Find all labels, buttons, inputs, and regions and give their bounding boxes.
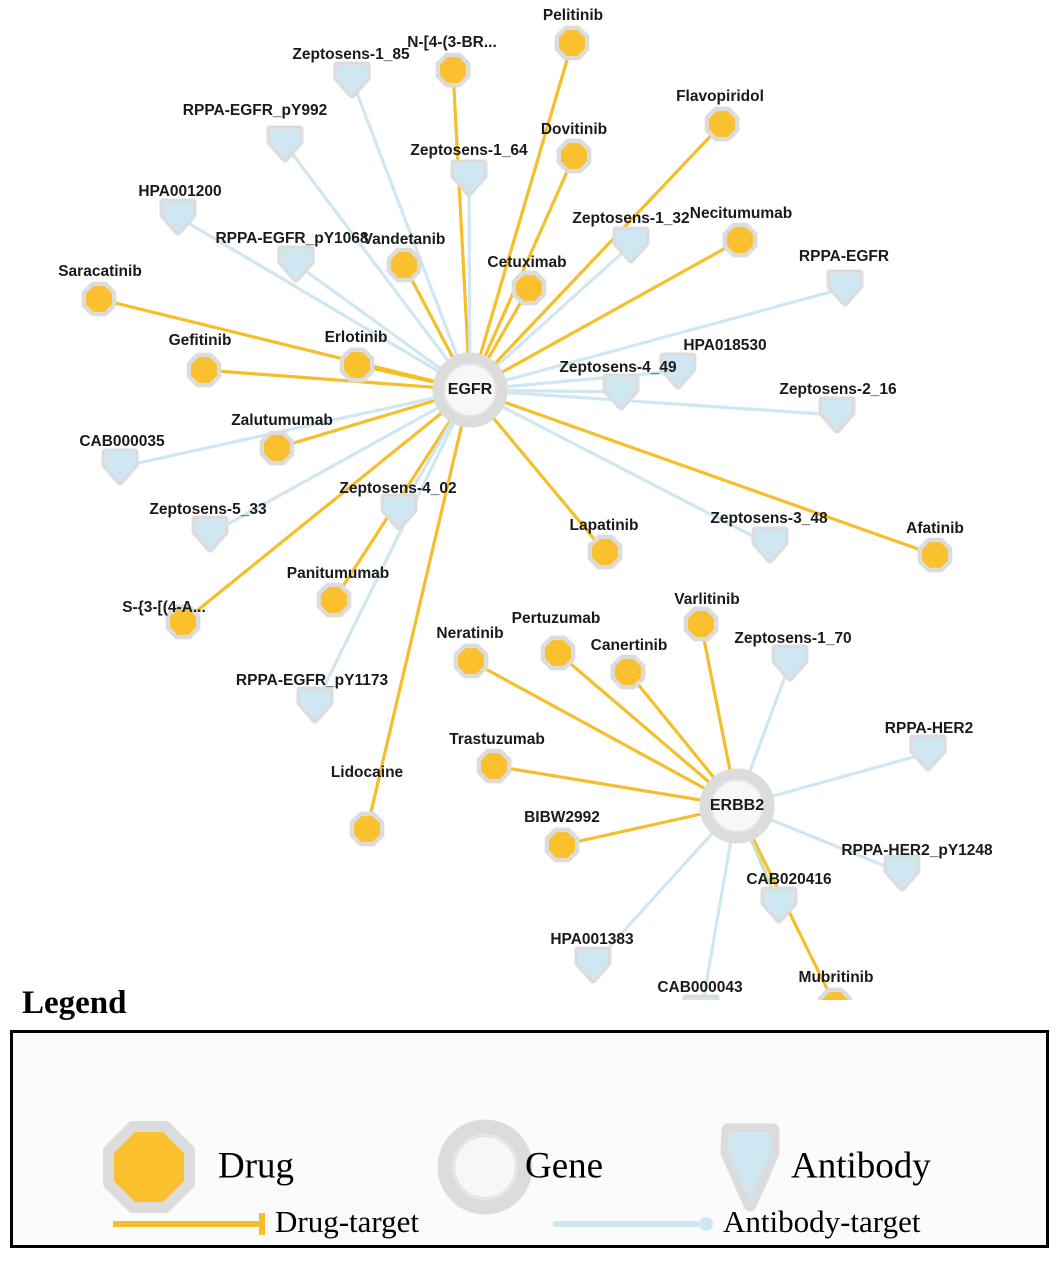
drug-node[interactable]	[440, 57, 466, 83]
antibody-node-label: Zeptosens-1_32	[572, 210, 690, 228]
drug-node[interactable]	[549, 832, 575, 858]
drug-node[interactable]	[86, 286, 112, 312]
drug-node[interactable]	[922, 542, 948, 568]
antibody-node[interactable]	[578, 950, 608, 980]
drug-node-label: S-{3-[(4-A...	[122, 599, 206, 617]
antibody-node-label: HPA001200	[138, 183, 222, 201]
antibody-node-label: Zeptosens-1_64	[410, 142, 528, 160]
antibody-node[interactable]	[337, 65, 367, 95]
drug-node-label: Vandetanib	[362, 231, 446, 249]
legend-antibody-edge-label: Antibody-target	[723, 1204, 921, 1239]
legend-title: Legend	[22, 985, 127, 1021]
drug-node-label: Lidocaine	[330, 764, 404, 782]
gene-node-label: EGFR	[447, 381, 493, 399]
legend-antibody-symbol	[727, 1130, 773, 1205]
drug-node-label: N-[4-(3-BR...	[407, 34, 497, 52]
antibody-node[interactable]	[163, 202, 193, 232]
antibody-node[interactable]	[830, 273, 860, 303]
legend-box	[10, 1030, 1049, 1248]
antibody-node-label: CAB000043	[657, 979, 743, 997]
legend-gene-label: Gene	[525, 1145, 604, 1187]
antibody-node-label: RPPA-EGFR_pY992	[182, 102, 328, 120]
drug-node[interactable]	[559, 30, 585, 56]
legend-drug-label: Drug	[218, 1145, 295, 1187]
antibody-node[interactable]	[281, 249, 311, 279]
drug-node[interactable]	[516, 275, 542, 301]
gene-node-label: ERBB2	[709, 797, 765, 815]
antibody-node[interactable]	[913, 738, 943, 768]
drug-node-label: Trastuzumab	[449, 731, 545, 749]
legend-drug-edge	[113, 1213, 263, 1235]
drug-node-label: Mubritinib	[798, 969, 874, 987]
drug-node-label: Lapatinib	[569, 517, 639, 535]
antibody-node-label: CAB000035	[79, 433, 165, 451]
legend-gene-symbol	[445, 1127, 525, 1207]
drug-node[interactable]	[191, 357, 217, 383]
drug-node-label: Necitumumab	[689, 205, 793, 223]
drug-node[interactable]	[264, 435, 290, 461]
antibody-node[interactable]	[755, 530, 785, 560]
antibody-node-label: Zeptosens-4_02	[339, 480, 457, 498]
drug-node-label: Afatinib	[906, 520, 964, 538]
antibody-node[interactable]	[775, 648, 805, 678]
drug-node[interactable]	[354, 816, 380, 842]
drug-node-label: Saracatinib	[58, 263, 142, 281]
drug-node[interactable]	[391, 252, 417, 278]
drug-node[interactable]	[709, 111, 735, 137]
drug-node[interactable]	[481, 753, 507, 779]
drug-node-label: Varlitinib	[674, 591, 740, 609]
antibody-node[interactable]	[300, 690, 330, 720]
drug-node-label: Canertinib	[590, 637, 668, 655]
labels-layer	[58, 7, 993, 996]
antibody-node-label: Zeptosens-1_70	[734, 630, 852, 648]
antibody-node-label: Zeptosens-2_16	[779, 381, 897, 399]
antibody-node[interactable]	[270, 129, 300, 159]
antibody-node-label: RPPA-HER2_pY1248	[841, 842, 993, 860]
antibody-node-label: Zeptosens-4_49	[559, 359, 677, 377]
antibody-target-edge	[315, 390, 470, 705]
antibody-node-label: Zeptosens-5_33	[149, 501, 267, 519]
drug-node-label: Erlotinib	[324, 329, 388, 347]
drug-node-label: Dovitinib	[540, 121, 608, 139]
antibody-node-label: HPA001383	[550, 931, 634, 949]
antibody-node-label: RPPA-EGFR	[798, 248, 890, 266]
legend-panel	[0, 985, 1059, 1248]
drug-node-label: BIBW2992	[524, 809, 600, 827]
antibody-node-label: Zeptosens-1_85	[292, 46, 410, 64]
legend-antibody-label: Antibody	[791, 1145, 931, 1187]
antibody-node-label: RPPA-EGFR_pY1173	[235, 672, 389, 690]
drug-node[interactable]	[545, 640, 571, 666]
legend-antibody-edge	[553, 1217, 713, 1231]
drug-node-label: Pelitinib	[542, 7, 604, 25]
antibody-node[interactable]	[822, 400, 852, 430]
drug-node[interactable]	[458, 648, 484, 674]
antibody-node-label: RPPA-HER2	[884, 720, 974, 738]
antibody-node[interactable]	[195, 519, 225, 549]
drug-node[interactable]	[615, 659, 641, 685]
antibody-target-edge	[285, 144, 470, 390]
antibody-node[interactable]	[105, 452, 135, 482]
legend-drug-symbol	[110, 1128, 188, 1206]
antibody-node-label: CAB020416	[746, 871, 832, 889]
antibody-node[interactable]	[384, 497, 414, 527]
drug-node[interactable]	[344, 352, 370, 378]
drug-node-label: Flavopiridol	[676, 88, 764, 106]
drug-node[interactable]	[727, 227, 753, 253]
drug-node[interactable]	[561, 143, 587, 169]
antibody-node-label: Zeptosens-3_48	[710, 510, 828, 528]
drug-node-label: Zalutumumab	[231, 412, 333, 430]
drug-node-label: Neratinib	[436, 625, 504, 643]
drug-node-label: Cetuximab	[487, 254, 567, 272]
drug-node[interactable]	[592, 539, 618, 565]
antibody-node-label: HPA018530	[683, 337, 767, 355]
legend-graphics	[13, 1033, 1046, 1239]
drug-target-edge	[453, 70, 470, 390]
antibody-node-label: RPPA-EGFR_pY1068	[215, 230, 369, 248]
drug-node-label: Gefitinib	[168, 332, 232, 350]
drug-node-label: Panitumumab	[286, 565, 390, 583]
drug-node[interactable]	[688, 611, 714, 637]
antibody-node[interactable]	[887, 858, 917, 888]
drug-node[interactable]	[321, 587, 347, 613]
legend-drug-edge-label: Drug-target	[275, 1204, 420, 1239]
drug-node-label: Pertuzumab	[511, 610, 601, 628]
